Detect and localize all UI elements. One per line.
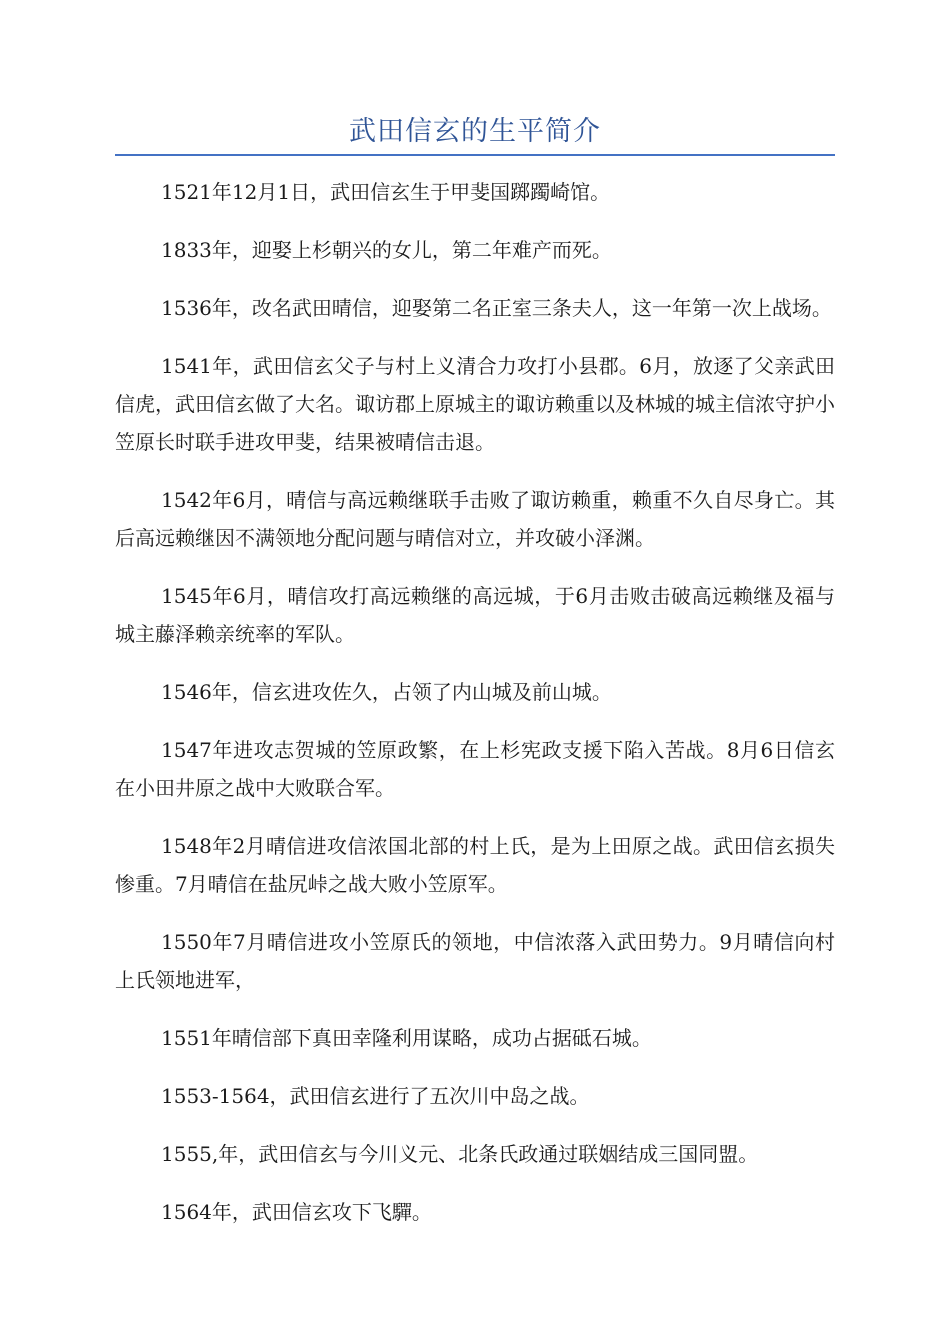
paragraph-1542: 1542年6月，晴信与高远赖继联手击败了诹访赖重，赖重不久自尽身亡。其后高远赖继因不满领地分配问题与晴信对立，并攻破小泽渊。 [115, 488, 835, 550]
paragraph-1536: 1536年，改名武田晴信，迎娶第二名正室三条夫人，这一年第一次上战场。 [161, 296, 832, 320]
paragraph-1551: 1551年晴信部下真田幸隆利用谋略，成功占据砥石城。 [161, 1026, 652, 1050]
document-body [115, 173, 835, 1251]
paragraph-1553-1564: 1553-1564，武田信玄进行了五次川中岛之战。 [161, 1084, 590, 1108]
paragraph-1547: 1547年进攻志贺城的笠原政繁，在上杉宪政支援下陷入苦战。8月6日信玄在小田井原之战中大败联合军。 [115, 738, 835, 800]
paragraph-1555: 1555,年，武田信玄与今川义元、北条氏政通过联姻结成三国同盟。 [161, 1142, 759, 1166]
paragraph-1545: 1545年6月，晴信攻打高远赖继的高远城，于6月击败击破高远赖继及福与城主藤泽赖亲统率的军队。 [115, 584, 835, 646]
paragraph-1521: 1521年12月1日，武田信玄生于甲斐国踯躅崎馆。 [161, 180, 611, 204]
paragraph-1833: 1833年，迎娶上杉朝兴的女儿，第二年难产而死。 [161, 238, 612, 262]
paragraph-1541: 1541年，武田信玄父子与村上义清合力攻打小县郡。6月，放逐了父亲武田信虎，武田信玄做了大名。诹访郡上原城主的诹访赖重以及林城的城主信浓守护小笠原长时联手进攻甲斐，结果被晴信击退。 [115, 354, 835, 454]
paragraph-1564: 1564年，武田信玄攻下飞驒。 [161, 1200, 432, 1224]
paragraph-1546: 1546年，信玄进攻佐久，占领了内山城及前山城。 [161, 680, 612, 704]
paragraph-1550: 1550年7月晴信进攻小笠原氏的领地，中信浓落入武田势力。9月晴信向村上氏领地进军， [115, 930, 835, 992]
document-title: 武田信玄的生平简介 [349, 116, 601, 147]
paragraph-1548: 1548年2月晴信进攻信浓国北部的村上氏，是为上田原之战。武田信玄损失惨重。7月晴信在盐尻峠之战大败小笠原军。 [115, 834, 835, 896]
title-underline [115, 154, 835, 156]
